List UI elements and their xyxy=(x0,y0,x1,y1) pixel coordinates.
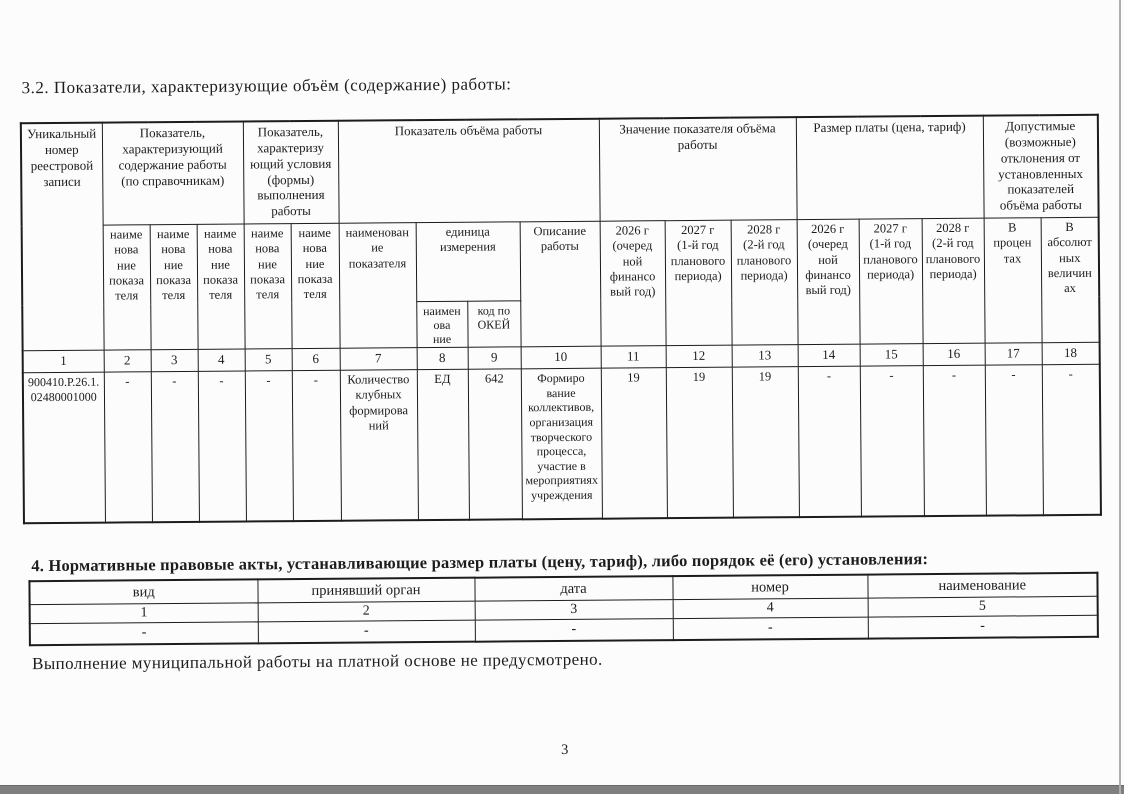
acts-header-adopting-body: принявший орган xyxy=(257,578,474,603)
scan-edge-bottom xyxy=(0,785,1124,794)
subheader-indicator-name-3: наиме нова ние показа теля xyxy=(150,224,198,349)
acts-column-number-4: 4 xyxy=(673,598,868,619)
subheader-value-year-2028: 2028 г (2-й год планового периода) xyxy=(731,220,798,346)
page-number: 3 xyxy=(561,741,569,759)
column-number-2: 2 xyxy=(104,350,151,372)
paid-basis-note: Выполнение муниципальной работы на платной основе не предусмотрено. xyxy=(32,649,603,674)
subheader-deviation-absolute: В абсолют ных величин ах xyxy=(1041,217,1100,342)
cell-content-indicator-2: - xyxy=(151,371,199,522)
acts-cell-type: - xyxy=(30,622,258,645)
section-3-2-title: 3.2. Показатели, характеризующие объём (содержание) работы: xyxy=(21,74,512,98)
header-unique-registry-number: Уникальный номер реестровой записи xyxy=(21,123,104,351)
column-number-4: 4 xyxy=(198,349,245,371)
acts-cell-name: - xyxy=(868,615,1098,638)
cell-unit-okei-code: 642 xyxy=(468,369,522,520)
acts-column-number-1: 1 xyxy=(30,603,258,624)
subheader-pay-year-2026: 2026 г (очеред ной финансо вый год) xyxy=(797,219,860,344)
acts-header-date: дата xyxy=(474,576,672,601)
scan-edge-right xyxy=(1119,0,1121,794)
column-number-14: 14 xyxy=(798,344,860,366)
cell-registry-number: 900410.Р.26.1. 02480001000 xyxy=(23,372,105,523)
column-number-11: 11 xyxy=(601,346,666,369)
acts-cell-date: - xyxy=(475,619,673,642)
column-number-9: 9 xyxy=(468,347,521,369)
section-4-title: 4. Нормативные правовые акты, устанавливающие размер платы (цену, тариф), либо порядок её (его) установления: xyxy=(31,549,929,576)
column-number-7: 7 xyxy=(340,348,417,371)
acts-cell-number: - xyxy=(673,617,868,640)
column-number-5: 5 xyxy=(245,349,292,371)
column-number-10: 10 xyxy=(521,346,601,369)
cell-pay-2027: - xyxy=(860,366,924,517)
acts-header-number: номер xyxy=(672,575,867,600)
subheader-indicator-name-4: наиме нова ние показа теля xyxy=(197,224,245,349)
subheader-pay-year-2028: 2028 г (2-й год планового периода) xyxy=(922,218,985,343)
column-number-6: 6 xyxy=(292,348,340,370)
subheader-value-year-2027: 2027 г (1-й год планового периода) xyxy=(665,220,732,346)
header-volume-indicator-group: Показатель объёма работы xyxy=(338,119,600,224)
subheader-value-year-2026: 2026 г (очеред ной финансо вый год) xyxy=(600,221,666,347)
acts-header-type: вид xyxy=(29,579,257,604)
column-number-18: 18 xyxy=(1042,342,1100,364)
cell-indicator-name: Количество клубных формирова ний xyxy=(340,370,418,521)
subheader-unit-of-measure: единица измерения xyxy=(416,222,521,302)
subheader-indicator-name-5: наиме нова ние показа теля xyxy=(244,224,292,349)
work-volume-indicators-table xyxy=(20,114,1102,524)
cell-value-2028: 19 xyxy=(732,367,799,518)
cell-content-indicator-3: - xyxy=(198,371,246,522)
cell-conditions-indicator-1: - xyxy=(245,371,293,522)
cell-deviation-absolute: - xyxy=(1042,364,1101,515)
cell-conditions-indicator-2: - xyxy=(292,370,341,521)
header-conditions-indicator-group: Показатель, характеризу ющий условия (формы) выполнения работы xyxy=(243,121,339,224)
subheader-indicator-name-6: наиме нова ние показа теля xyxy=(291,223,340,348)
column-number-8: 8 xyxy=(417,347,468,369)
cell-pay-2028: - xyxy=(923,365,986,516)
subheader-indicator-name-2: наиме нова ние показа теля xyxy=(103,225,151,350)
column-number-3: 3 xyxy=(151,349,198,371)
cell-unit-name: ЕД xyxy=(417,369,469,520)
normative-acts-table xyxy=(28,572,1098,646)
header-allowed-deviations-group: Допустимые (возможные) отклонения от установленных показателей объёма работы xyxy=(983,115,1099,218)
acts-column-number-3: 3 xyxy=(475,600,673,621)
column-number-15: 15 xyxy=(860,344,923,366)
subheader-work-description: Описание работы xyxy=(520,221,601,347)
column-number-1: 1 xyxy=(23,350,104,373)
subheader-deviation-percent: В процен тах xyxy=(984,218,1042,343)
subheader-pay-year-2027: 2027 г (1-й год планового периода) xyxy=(859,219,923,344)
acts-cell-adopting-body: - xyxy=(258,620,475,643)
cell-content-indicator-1: - xyxy=(104,372,152,523)
cell-value-2027: 19 xyxy=(666,367,733,518)
subheader-unit-name: наимен ова ние xyxy=(416,301,467,347)
column-number-17: 17 xyxy=(985,343,1042,365)
subheader-unit-okei-code: код по ОКЕЙ xyxy=(467,301,520,347)
cell-pay-2026: - xyxy=(798,366,861,517)
cell-value-2026: 19 xyxy=(601,368,667,519)
subheader-indicator-name-7: наименован ие показателя xyxy=(339,223,417,349)
column-number-12: 12 xyxy=(666,345,732,368)
column-number-13: 13 xyxy=(732,345,798,368)
header-payment-size-group: Размер платы (цена, тариф) xyxy=(796,116,984,220)
acts-column-number-2: 2 xyxy=(258,601,475,622)
header-volume-value-group: Значение показателя объёма работы xyxy=(599,117,797,221)
acts-header-name: наименование xyxy=(867,573,1097,598)
acts-column-number-5: 5 xyxy=(868,596,1098,617)
column-number-16: 16 xyxy=(923,343,985,365)
header-content-indicator-group: Показатель, характеризующий содержание работы (по справочникам) xyxy=(102,121,244,225)
cell-deviation-percent: - xyxy=(985,365,1043,516)
cell-work-description: Формиро вание коллективов, организация творческого процесса, участие в мероприятиях учреждения xyxy=(521,368,602,519)
